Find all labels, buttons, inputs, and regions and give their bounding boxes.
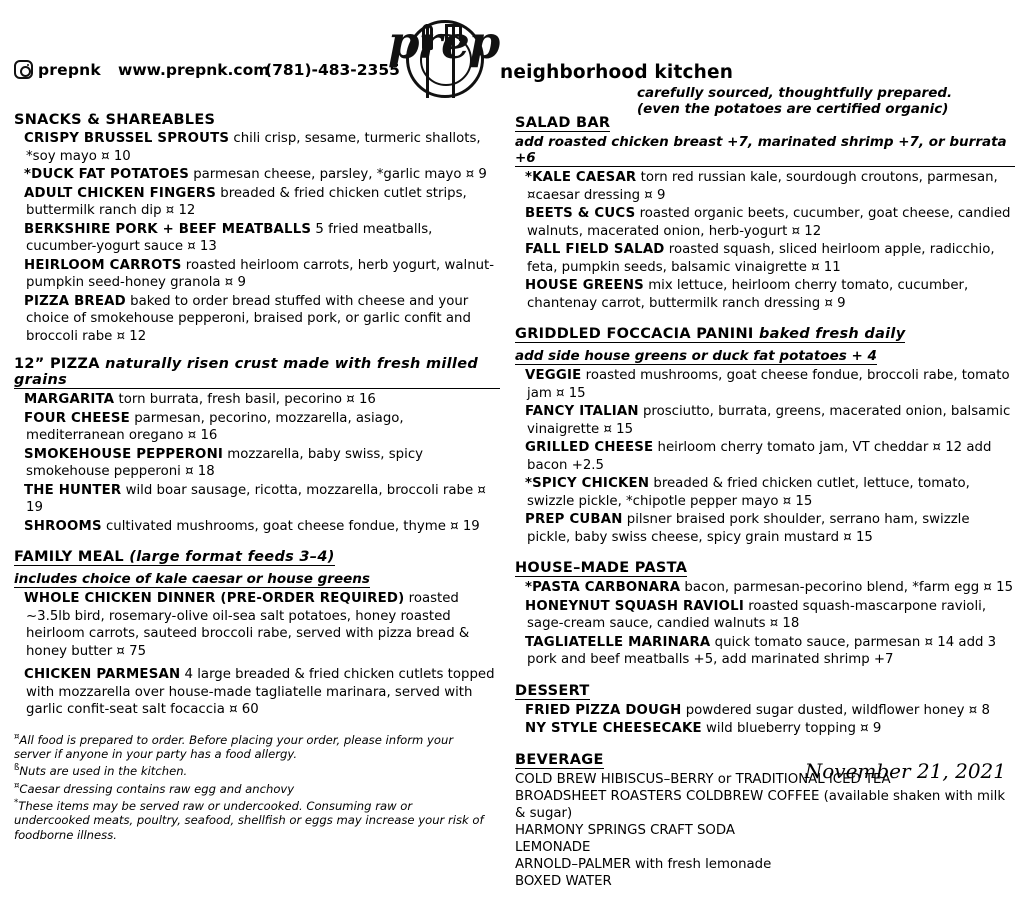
menu-item (26, 257, 500, 292)
item-desc: quick tomato sauce, parmesan ¤ 14 add 3 pork and beef meatballs +5, add marinated shrimp +7 (527, 634, 997, 667)
menu-item (527, 579, 1015, 597)
item-desc: mozzarella, baby swiss, spicy smokehouse pepperoni ¤ 18 (26, 446, 423, 479)
item-name: PIZZA BREAD (24, 293, 126, 309)
item-name: *DUCK FAT POTATOES (24, 167, 189, 182)
item-name: *PASTA CARBONARA (525, 580, 681, 595)
item-name: WHOLE CHICKEN DINNER (PRE-ORDER REQUIRED) (24, 591, 405, 606)
salad-subtitle: add roasted chicken breast +7, marinated shrimp +7, or burrata +6 (515, 134, 1015, 167)
item-name: THE HUNTER (24, 482, 122, 498)
beverage-line: ARNOLD–PALMER with fresh lemonade (515, 856, 772, 872)
item-name: HOUSE GREENS (525, 278, 644, 293)
item-desc: roasted ~3.5lb bird, rosemary-olive oil-sea salt potatoes, honey roasted heirloom carrots, sauteed broccoli rabe, served with pizza bread & honey butter ¤ 75 (26, 591, 470, 659)
beverage-line: COLD BREW HIBISCUS–BERRY or TRADITIONAL ICED TEA (515, 771, 891, 787)
footnote-mark: * (14, 798, 19, 809)
item-name: GRILLED CHEESE (525, 440, 654, 455)
footnote-text: Caesar dressing contains raw egg and anchovy (19, 781, 295, 796)
item-desc: roasted heirloom carrots, herb yogurt, walnut-pumpkin seed-honey granola ¤ 9 (26, 257, 495, 290)
section-pizza (14, 356, 500, 535)
item-desc: powdered sugar dusted, wildflower honey ¤ 8 (685, 702, 990, 718)
item-name: CRISPY BRUSSEL SPROUTS (24, 131, 230, 146)
menu-date: November 21, 2021 (804, 759, 1006, 783)
section-title-panini-main: GRIDDLED FOCCACIA PANINI (515, 326, 754, 342)
section-title-panini-sub: baked fresh daily (758, 326, 906, 342)
item-desc: roasted mushrooms, goat cheese fondue, broccoli rabe, tomato jam ¤ 15 (527, 368, 1010, 401)
section-title-pizza-main: 12” PIZZA (14, 356, 100, 372)
item-desc: pilsner braised pork shoulder, serrano ham, swizzle pickle, baby swiss cheese, spicy grain mustard ¤ 15 (527, 512, 970, 545)
footnote-text: These items may be served raw or undercooked. Consuming raw or undercooked meats, poultry, seafood, shellfish or eggs may increase your risk of foodborne illness. (14, 798, 484, 842)
section-title-beverage: BEVERAGE (515, 751, 604, 768)
item-desc: breaded & fried chicken cutlet, lettuce, tomato, swizzle pickle, *chipotle pepper mayo ¤ 15 (527, 476, 970, 509)
beverage-line: BROADSHEET ROASTERS COLDBREW COFFEE (available shaken with milk & sugar) (515, 788, 1006, 821)
menu-item (527, 720, 1015, 738)
item-desc: parmesan cheese, parsley, *garlic mayo ¤ 9 (193, 167, 487, 182)
menu-item (527, 403, 1015, 438)
tagline-line-1: carefully sourced, thoughtfully prepared. (637, 85, 953, 101)
logo (380, 2, 510, 108)
menu-item (26, 590, 500, 660)
menu-item (26, 518, 500, 536)
section-dessert (515, 680, 1015, 738)
beverage-line: LEMONADE (515, 839, 591, 855)
menu-item (26, 221, 500, 256)
item-name: NY STYLE CHEESECAKE (525, 721, 702, 736)
section-family-meal (14, 546, 500, 719)
instagram-handle[interactable]: prepnk (38, 61, 101, 79)
item-name: PREP CUBAN (525, 512, 623, 527)
footnote (14, 779, 484, 796)
item-desc: 5 fried meatballs, cucumber-yogurt sauce ¤ 13 (26, 221, 433, 254)
item-name: VEGGIE (525, 368, 582, 383)
section-title-family-sub: (large format feeds 3–4) (129, 549, 335, 565)
section-title-pizza (14, 356, 500, 389)
item-desc: roasted organic beets, cucumber, goat cheese, candied walnuts, macerated onion, herb-yogurt ¤ 12 (527, 206, 1011, 239)
item-name: FALL FIELD SALAD (525, 242, 665, 257)
beverage-line: HARMONY SPRINGS CRAFT SODA (515, 822, 735, 838)
section-title-panini (515, 326, 905, 343)
section-title-dessert: DESSERT (515, 682, 590, 699)
menu-item (527, 439, 1015, 474)
footnote (14, 730, 484, 762)
item-desc: roasted squash, sliced heirloom apple, radicchio, feta, pumpkin seeds, balsamic vinaigrette ¤ 11 (527, 242, 995, 275)
footnote-text: All food is prepared to order. Before placing your order, please inform your server if anyone in your party has a food allergy. (14, 732, 454, 761)
item-name: SMOKEHOUSE PEPPERONI (24, 446, 224, 462)
footnote-text: Nuts are used in the kitchen. (19, 764, 188, 779)
item-name: FRIED PIZZA DOUGH (525, 702, 682, 718)
section-title-snacks: SNACKS & SHAREABLES (14, 112, 216, 128)
panini-subtitle: add side house greens or duck fat potatoes + 4 (515, 348, 877, 364)
menu-item (26, 185, 500, 220)
item-name: *SPICY CHICKEN (525, 476, 650, 491)
item-desc: torn red russian kale, sourdough croutons, parmesan, ¤caesar dressing ¤ 9 (527, 170, 998, 203)
menu-item (527, 702, 1015, 720)
section-snacks (14, 112, 500, 345)
section-title-pasta: HOUSE–MADE PASTA (515, 560, 688, 576)
menu-item (527, 277, 1015, 312)
menu-item (26, 482, 500, 517)
section-panini (515, 323, 1015, 546)
item-name: BERKSHIRE PORK + BEEF MEATBALLS (24, 221, 312, 237)
item-desc: prosciutto, burrata, greens, macerated onion, balsamic vinaigrette ¤ 15 (527, 404, 1011, 437)
item-desc: mix lettuce, heirloom cherry tomato, cucumber, chantenay carrot, buttermilk ranch dressing ¤ 9 (527, 278, 969, 311)
logo-wordmark: prep (388, 16, 500, 69)
menu-item (527, 205, 1015, 240)
menu-item (26, 410, 500, 445)
menu-item (26, 130, 500, 165)
footnote (14, 796, 484, 842)
item-desc: cultivated mushrooms, goat cheese fondue, thyme ¤ 19 (106, 518, 480, 534)
item-desc: chili crisp, sesame, turmeric shallots, *soy mayo ¤ 10 (26, 131, 481, 164)
item-desc: baked to order bread stuffed with cheese and your choice of smokehouse pepperoni, braised pork, or garlic confit and broccoli rabe ¤ 12 (26, 293, 471, 344)
tagline-line-2: (even the potatoes are certified organic) (637, 101, 949, 117)
phone-number[interactable]: (781)-483-2355 (265, 61, 400, 79)
footnote (14, 761, 484, 778)
item-name: CHICKEN PARMESAN (24, 667, 181, 682)
section-title-pizza-sub: naturally risen crust made with fresh milled grains (14, 356, 479, 388)
item-name: MARGARITA (24, 392, 115, 407)
menu-item (527, 475, 1015, 510)
section-pasta (515, 557, 1015, 669)
footnotes (14, 730, 484, 843)
instagram-icon[interactable] (14, 60, 33, 79)
item-name: HEIRLOOM CARROTS (24, 257, 182, 273)
item-desc: wild boar sausage, ricotta, mozzarella, broccoli rabe ¤ 19 (26, 482, 486, 515)
item-name: TAGLIATELLE MARINARA (525, 634, 711, 650)
item-desc: heirloom cherry tomato jam, VT cheddar ¤ 12 add bacon +2.5 (527, 440, 992, 473)
menu-item (26, 166, 500, 184)
menu-item (527, 367, 1015, 402)
item-name: FANCY ITALIAN (525, 404, 639, 419)
menu-item (26, 293, 500, 346)
item-desc: breaded & fried chicken cutlet strips, buttermilk ranch dip ¤ 12 (26, 185, 467, 218)
menu-column-left (14, 112, 500, 842)
menu-item (527, 511, 1015, 546)
menu-item (26, 446, 500, 481)
footnote-mark: ¤ (14, 731, 20, 742)
item-desc: torn burrata, fresh basil, pecorino ¤ 16 (118, 392, 376, 407)
section-title-family-meal (14, 549, 335, 566)
item-desc: bacon, parmesan-pecorino blend, *farm egg ¤ 15 (684, 580, 1014, 595)
item-name: HONEYNUT SQUASH RAVIOLI (525, 598, 744, 614)
menu-item (26, 666, 500, 719)
item-name: SHROOMS (24, 518, 102, 534)
item-name: BEETS & CUCS (525, 206, 636, 221)
item-name: *KALE CAESAR (525, 170, 637, 185)
menu-item (26, 391, 500, 409)
item-desc: roasted squash-mascarpone ravioli, sage-cream sauce, candied walnuts ¤ 18 (527, 598, 987, 631)
item-name: FOUR CHEESE (24, 410, 130, 426)
menu-item (527, 241, 1015, 276)
section-title-salad-bar: SALAD BAR (515, 115, 611, 131)
footnote-mark: ß (14, 763, 20, 774)
menu-item (527, 634, 1015, 669)
item-desc: 4 large breaded & fried chicken cutlets topped with mozzarella over house-made tagliatelle marinara, served with garlic confit-seat salt focaccia ¤ 60 (26, 667, 495, 717)
logo-subtitle: neighborhood kitchen (500, 62, 734, 83)
menu-item (527, 598, 1015, 633)
menu-header (0, 0, 1024, 117)
family-subtitle: includes choice of kale caesar or house greens (14, 571, 370, 587)
item-desc: wild blueberry topping ¤ 9 (706, 721, 882, 736)
section-title-family-main: FAMILY MEAL (14, 549, 124, 565)
menu-item (527, 169, 1015, 204)
footnote-mark: ¤ (14, 780, 20, 791)
item-desc: parmesan, pecorino, mozzarella, asiago, mediterranean oregano ¤ 16 (26, 410, 404, 443)
section-salad-bar (515, 112, 1015, 312)
website-url[interactable]: www.prepnk.com (118, 61, 270, 79)
item-name: ADULT CHICKEN FINGERS (24, 185, 217, 201)
beverage-line: BOXED WATER (515, 873, 612, 889)
